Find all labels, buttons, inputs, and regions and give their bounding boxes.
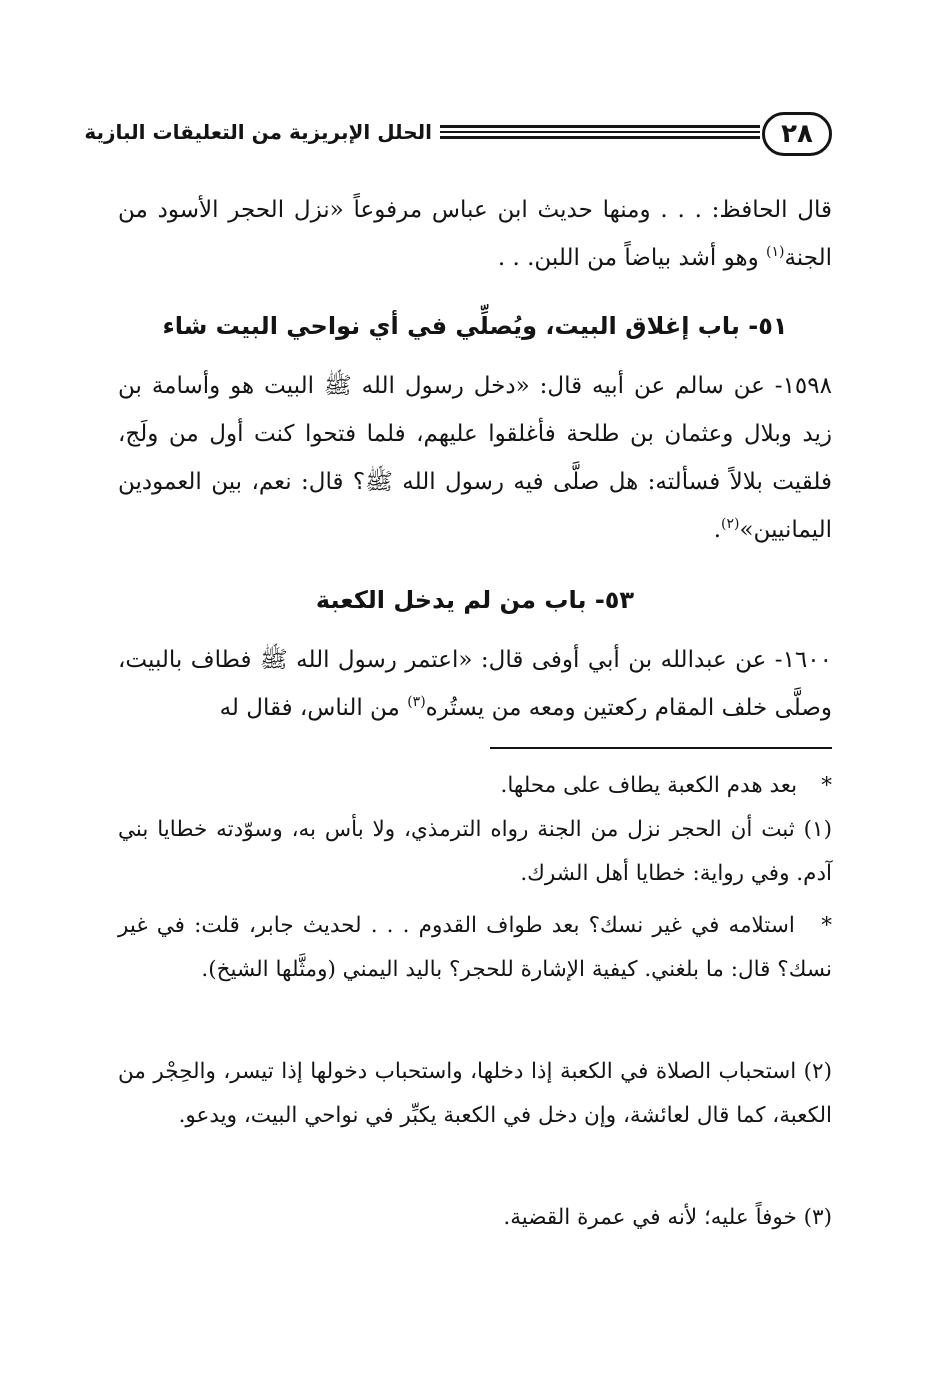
page-number: ٢٨ xyxy=(762,112,832,156)
footnote-text: بعد هدم الكعبة يطاف على محلها. xyxy=(500,773,798,798)
footnote-marker: (٣) xyxy=(803,1205,832,1230)
hadith-1600 xyxy=(118,636,832,732)
hadith-1598 xyxy=(118,362,832,554)
footnote-marker: (١) xyxy=(803,817,832,842)
book-title: الحلل الإبريزية من التعليقات البازية xyxy=(84,120,432,144)
footnote-1 xyxy=(118,808,832,896)
hadith-1598-text: ١٥٩٨- عن سالم عن أبيه قال: «دخل رسول الله ﷺ البيت هو وأسامة بن زيد وبلال وعثمان بن طلحة فأغلقوا عليهم، فلما فتحوا كنت أول من ولَج، فلقيت بلالاً فسألته: هل صلَّى فيه رسول الله ﷺ؟ قال: نعم، بين العمودين اليمانيين» xyxy=(118,373,832,543)
footnote-marker: * xyxy=(821,913,832,938)
chapter-heading-53: ٥٣- باب من لم يدخل الكعبة xyxy=(315,586,635,614)
footnote-marker: * xyxy=(821,773,832,798)
footnote-text: ثبت أن الحجر نزل من الجنة رواه الترمذي، ولا بأس به، وسوّدته خطايا بني آدم. وفي رواية: خطايا أهل الشرك. xyxy=(118,817,832,886)
footnote-text: استلامه في غير نسك؟ بعد طواف القدوم . . . لحديث جابر، قلت: في غير نسك؟ قال: ما بلغني. كيفية الإشارة للحجر؟ باليد اليمني (ومثَّلها الشيخ). xyxy=(118,913,832,982)
chapter-heading-51: ٥١- باب إغلاق البيت، ويُصلِّي في أي نواحي البيت شاء xyxy=(162,312,788,340)
footnote-ref-1: (١) xyxy=(766,244,785,260)
hadith-1600-end: من الناس، فقال له xyxy=(219,695,408,721)
footnote-ref-2: (٢) xyxy=(721,516,740,532)
footnote-3 xyxy=(118,1196,832,1240)
footnote-divider xyxy=(490,747,832,749)
footnote-text: استحباب الصلاة في الكعبة إذا دخلها، واستحباب دخولها إذا تيسر، والحِجْر من الكعبة، كما قال لعائشة، وإن دخل في الكعبة يكبِّر في نواحي البيت، ويدعو. xyxy=(118,1059,832,1128)
footnote-marker: (٢) xyxy=(803,1059,832,1084)
footnote-2 xyxy=(118,1050,832,1138)
footnote-star-2 xyxy=(118,904,832,992)
intro-paragraph xyxy=(118,186,832,282)
hadith-1598-end: . xyxy=(713,517,722,543)
intro-text-end: وهو أشد بياضاً من اللبن. . . xyxy=(497,245,766,271)
hadith-1600-text: ١٦٠٠- عن عبدالله بن أبي أوفى قال: «اعتمر رسول الله ﷺ فطاف بالبيت، وصلَّى خلف المقام ركعتين ومعه من يستُره xyxy=(118,647,832,721)
header-rule xyxy=(440,125,760,139)
footnote-ref-3: (٣) xyxy=(407,694,426,710)
footnote-star-1 xyxy=(118,764,832,808)
intro-text: قال الحافظ: . . . ومنها حديث ابن عباس مرفوعاً «نزل الحجر الأسود من الجنة xyxy=(118,197,832,271)
footnote-text: خوفاً عليه؛ لأنه في عمرة القضية. xyxy=(503,1205,797,1230)
